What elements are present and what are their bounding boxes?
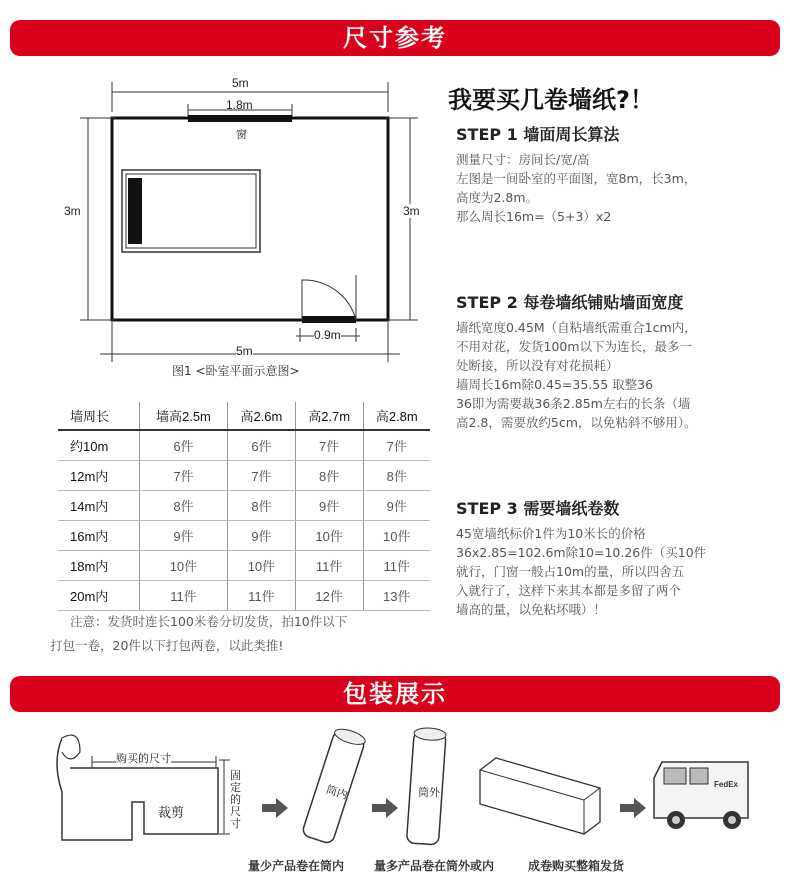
van-brand-label: FedEx (714, 780, 739, 789)
table-row (58, 550, 430, 580)
bottom-width-label: 5m (236, 344, 253, 358)
column-header: 高2.7m (295, 402, 363, 430)
window-label: 窗 (236, 129, 247, 141)
window-mark (188, 115, 292, 122)
shipping-note-line2: 打包一卷，20件以下打包两卷，以此类推! (50, 638, 284, 653)
step2-title: STEP 2 每卷墙纸铺贴墙面宽度 (456, 293, 684, 312)
packaging-illustration (40, 722, 760, 882)
table-cell: 10件 (139, 550, 227, 580)
table-cell: 7件 (228, 460, 296, 490)
table-cell: 11件 (295, 550, 363, 580)
bought-size-label: 购买的尺寸 (116, 750, 171, 766)
door-width-label: 0.9m (314, 328, 341, 342)
table-cell: 8件 (139, 490, 227, 520)
table-cell: 6件 (228, 430, 296, 460)
table-cell: 16m内 (58, 520, 139, 550)
door-mark (302, 316, 356, 323)
tube-out-label: 筒外 (418, 787, 440, 799)
step3-body: 45宽墙纸标价1件为10米长的价格 36x2.85=102.6m除10=10.26件（买10件 就行，门窗一般占10m的量，所以四舍五 入就行了，这样下来其本都是多留了两个 墙高的量，以免粘坏哦）！ (456, 526, 707, 617)
arrow-right-icon (620, 798, 646, 818)
table-cell: 12件 (295, 580, 363, 610)
table-header-row (58, 402, 430, 430)
table-cell: 11件 (139, 580, 227, 610)
arrow-right-icon (372, 798, 398, 818)
floor-plan-drawing (60, 70, 440, 390)
window-width-label: 1.8m (226, 98, 253, 112)
top-width-label: 5m (232, 76, 249, 90)
table-row (58, 580, 430, 610)
table-cell: 6件 (139, 430, 227, 460)
step3-title: STEP 3 需要墙纸卷数 (456, 499, 620, 518)
table-cell: 14m内 (58, 490, 139, 520)
packaging-banner: 包装展示 (10, 676, 780, 712)
packing-caption-large: 量多产品卷在筒外或内 (374, 859, 495, 873)
table-cell: 10件 (228, 550, 296, 580)
bed (122, 170, 260, 252)
table-cell: 8件 (295, 460, 363, 490)
table-row (58, 490, 430, 520)
packing-caption-box: 成卷购买整箱发货 (528, 859, 625, 873)
column-header: 墙高2.5m (139, 402, 227, 430)
table-cell: 18m内 (58, 550, 139, 580)
table-cell: 9件 (228, 520, 296, 550)
cut-label: 裁剪 (158, 805, 185, 820)
right-height-label: 3m (403, 204, 420, 218)
size-reference-banner: 尺寸参考 (10, 20, 780, 56)
main-question-heading: 我要买几卷墙纸?！ (448, 86, 654, 114)
table-cell: 10件 (363, 520, 430, 550)
step2-body: 墙纸宽度0.45M（自粘墙纸需重合1cm内， 不用对花，发货100m以下为连长，最多一 处断接，所以没有对花损耗） 墙周长16m除0.45=35.55 取整36 36即为需要裁36条2.85m左右的长条（墙 高2.8，需要放约5cm，以免粘斜不够用）。 (456, 320, 697, 430)
table-cell: 20m内 (58, 580, 139, 610)
column-header: 墙周长 (58, 402, 139, 430)
column-header: 高2.6m (228, 402, 296, 430)
table-cell: 11件 (228, 580, 296, 610)
fixed-height-label: 固定的尺寸 (230, 770, 241, 830)
table-row (58, 430, 430, 460)
shipping-note-line1: 注意：发货时连长100米卷分切发货，拍10件以下 (70, 614, 348, 629)
table-cell: 7件 (363, 430, 430, 460)
table-cell: 10件 (295, 520, 363, 550)
packaging-drawing (40, 722, 760, 857)
table-cell: 7件 (295, 430, 363, 460)
table-row (58, 460, 430, 490)
arrow-right-icon (262, 798, 288, 818)
table-cell: 11件 (363, 550, 430, 580)
table-cell: 7件 (139, 460, 227, 490)
table-row (58, 520, 430, 550)
floor-plan-caption: 图1 <卧室平面示意图> (172, 364, 300, 378)
table-cell: 13件 (363, 580, 430, 610)
table-cell: 8件 (228, 490, 296, 520)
step1-body: 测量尺寸：房间长/宽/高 左图是一间卧室的平面图，宽8m，长3m， 高度为2.8m。 那么周长16m=（5+3）x2 (456, 152, 697, 224)
table-cell: 9件 (363, 490, 430, 520)
packing-caption-small: 量少产品卷在筒内 (248, 859, 345, 873)
step1-title: STEP 1 墙面周长算法 (456, 125, 620, 144)
wallpaper-quantity-table (58, 402, 430, 611)
shipping-note (50, 610, 430, 658)
table-cell: 9件 (139, 520, 227, 550)
column-header: 高2.8m (363, 402, 430, 430)
table-cell: 9件 (295, 490, 363, 520)
table-cell: 约10m (58, 430, 139, 460)
bed-headboard (128, 178, 142, 244)
table-cell: 8件 (363, 460, 430, 490)
left-height-label: 3m (64, 204, 81, 218)
delivery-van-icon (654, 762, 748, 829)
tube-in-label: 筒内 (324, 783, 350, 803)
bedroom-floor-plan (60, 70, 440, 390)
table-cell: 12m内 (58, 460, 139, 490)
